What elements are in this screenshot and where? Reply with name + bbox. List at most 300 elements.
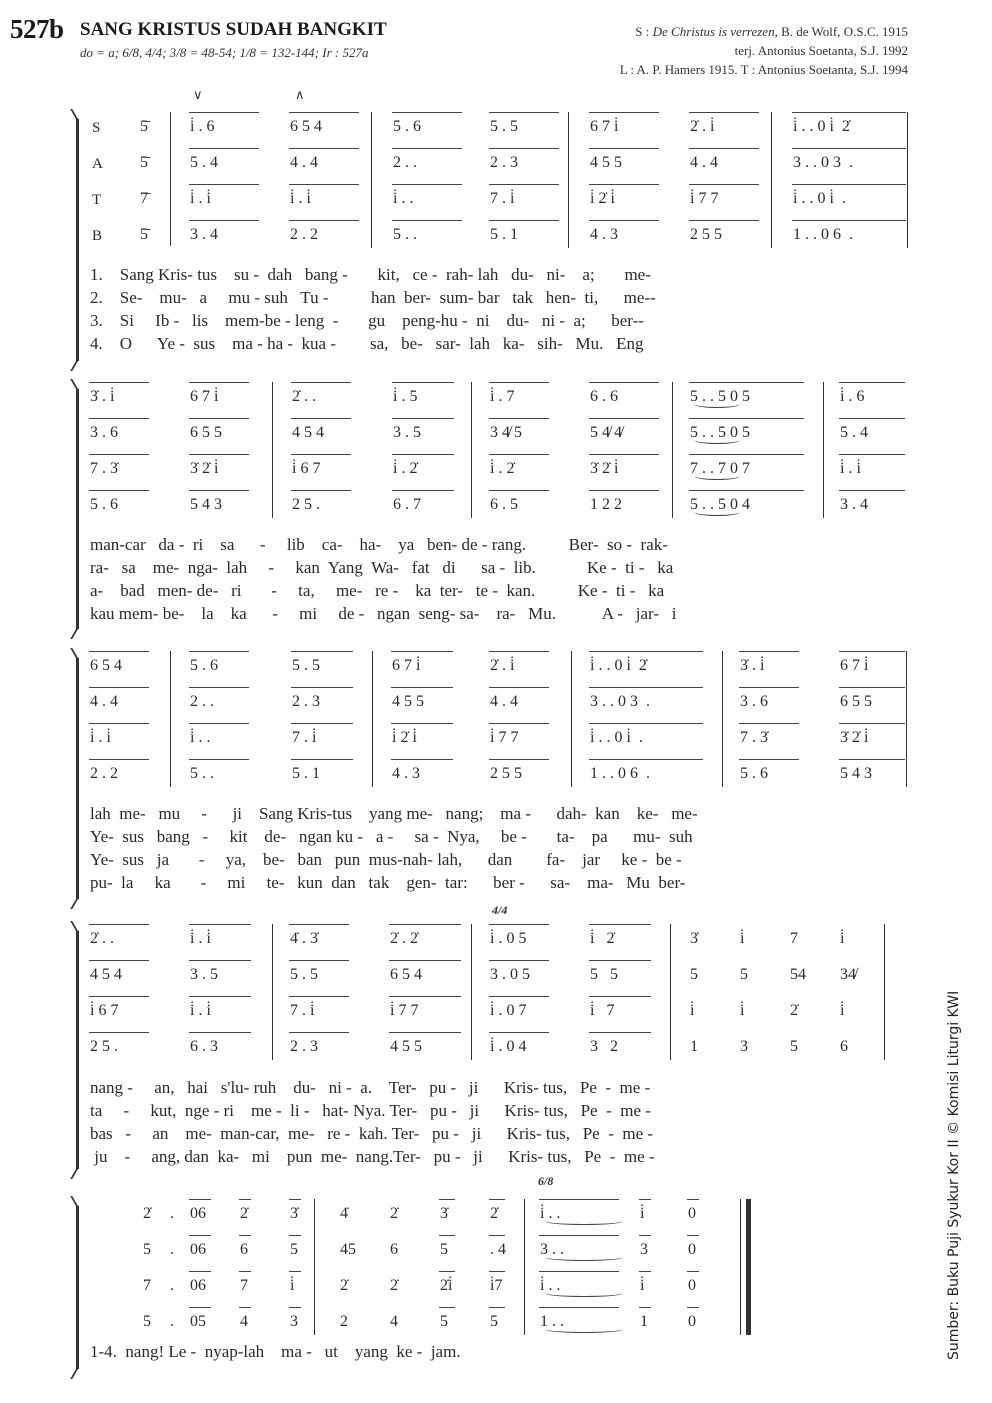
- beam-line: [391, 651, 453, 652]
- beam-line: [391, 687, 453, 688]
- note-group: 2̇: [143, 1205, 151, 1222]
- lyric-line-verse-4: ju - ang, dan ka- mi pun me- nang.Ter- pu - ji Kris- tus, Pe - me -: [90, 1147, 655, 1166]
- beam-line: [89, 687, 149, 688]
- beam-line: [839, 759, 905, 760]
- note-group: 06: [190, 1205, 206, 1222]
- note-group: 6 . 3: [190, 1038, 218, 1055]
- note-group: 2̇: [390, 1205, 398, 1222]
- beam-line: [289, 184, 359, 185]
- beam-line: [589, 723, 703, 724]
- beam-line: [291, 454, 351, 455]
- lyric-line-verse-1: 1. Sang Kris- tus su - dah bang - kit, ce - rah- lah du- ni- a; me-: [90, 265, 651, 284]
- note-group: 4 . 4: [490, 693, 518, 710]
- system-brace: [76, 388, 85, 629]
- beam-line: [589, 184, 659, 185]
- beam-line: [489, 382, 549, 383]
- beam-line: [489, 1235, 505, 1236]
- beam-line: [489, 960, 549, 961]
- beam-line: [89, 418, 149, 419]
- note-group: i̇ . 0 7: [490, 1002, 527, 1019]
- barline: [571, 651, 572, 787]
- note-group: i̇ 6 7: [90, 1002, 119, 1019]
- lyric-line-verse-2: 2. Se- mu- a mu - suh Tu - han ber- sum- bar tak hen- ti, me--: [90, 288, 656, 307]
- beam-line: [89, 1032, 149, 1033]
- note-group: 4 . 3: [392, 765, 420, 782]
- beam-line: [489, 418, 549, 419]
- beam-line: [792, 220, 906, 221]
- voice-label-t: T: [92, 192, 102, 208]
- note-group: 3 . 6: [90, 424, 118, 441]
- tie-slur: [694, 472, 740, 480]
- barline: [907, 112, 908, 248]
- note-group: i̇: [290, 1277, 295, 1294]
- beam-line: [392, 220, 462, 221]
- beam-line: [489, 924, 549, 925]
- note-group: 2 . 2: [90, 765, 118, 782]
- note-group: 7 . 3̇: [740, 729, 768, 746]
- barline: [272, 924, 273, 1060]
- note-group: i̇ . 2̇: [490, 460, 515, 477]
- note-group: 2̇ . i̇: [490, 657, 515, 674]
- note-group: i̇ . .: [190, 729, 211, 746]
- note-group: 6 5 4: [90, 657, 122, 674]
- note-group: i̇ . 0 4: [490, 1038, 527, 1055]
- note-group: 3: [740, 1038, 748, 1055]
- beam-line: [489, 1271, 505, 1272]
- note-group: 6: [240, 1241, 248, 1258]
- lyric-line-verse-3: bas - an me- man-car, me- re - kah. Ter- pu - ji Kris- tus, Pe - me -: [90, 1124, 654, 1143]
- barline: [170, 651, 171, 787]
- beam-line: [839, 651, 905, 652]
- note-group: 3 . . 0 3 .: [793, 154, 853, 171]
- barline: [823, 382, 824, 518]
- beam-line: [291, 651, 353, 652]
- tie-slur: [544, 1325, 624, 1333]
- tie-slur: [544, 1253, 624, 1261]
- beam-line: [792, 148, 906, 149]
- note-group: 5: [290, 1241, 298, 1258]
- beam-line: [289, 1199, 301, 1200]
- beam-line: [289, 960, 349, 961]
- beam-line: [291, 723, 353, 724]
- tie-slur: [544, 1289, 624, 1297]
- note-group: i̇ . .: [393, 190, 414, 207]
- note-group: 1 . .: [540, 1313, 564, 1330]
- note-group: 5 . . 5 0 4: [690, 496, 750, 513]
- beam-line: [389, 1032, 461, 1033]
- tempo-marking: do = a; 6/8, 4/4; 3/8 = 48-54; 1/8 = 132-144; Ir : 527a: [80, 45, 369, 60]
- note-group: 54: [790, 966, 806, 983]
- note-group: 6 . 6: [590, 388, 618, 405]
- lyric-line-verse-2: Ye- sus bang - kit de- ngan ku - a - sa - Nya, be - ta- pa mu- suh: [90, 827, 693, 846]
- beam-line: [589, 148, 659, 149]
- beam-line: [189, 723, 249, 724]
- note-group: 3̇: [690, 930, 698, 947]
- note-group: 2̇ . .: [292, 388, 316, 405]
- note-group: 6 . 5: [490, 496, 518, 513]
- tie-slur: [544, 1217, 624, 1225]
- beam-line: [439, 1271, 455, 1272]
- note-group: 6 5 4: [390, 966, 422, 983]
- voice-label-b: B: [92, 228, 103, 244]
- note-group: 2 5 5: [690, 226, 722, 243]
- beam-line: [589, 454, 659, 455]
- barline: [906, 651, 907, 787]
- beam-line: [189, 184, 259, 185]
- tie-slur: [694, 400, 740, 408]
- beam-line: [639, 1235, 651, 1236]
- barline: [471, 924, 472, 1060]
- note-group: i̇: [690, 1002, 695, 1019]
- note-group: i̇: [840, 930, 845, 947]
- note-group: 2̇ . .: [90, 930, 114, 947]
- beam-line: [389, 996, 461, 997]
- note-group: 2 5 5: [490, 765, 522, 782]
- lyric-line-verse-1: 1-4. nang! Le - nyap-lah ma - ut yang ke - jam.: [90, 1342, 461, 1361]
- note-group: 3 . 5: [393, 424, 421, 441]
- hymn-number: 527b: [10, 14, 64, 44]
- beam-line: [289, 1032, 349, 1033]
- voice-label-s: S: [92, 120, 101, 136]
- note-group: 0: [688, 1205, 696, 1222]
- barline: [170, 112, 171, 246]
- beam-line: [392, 148, 462, 149]
- note-group: 6 5 5: [840, 693, 872, 710]
- pickup-note: 5̄: [140, 226, 148, 243]
- note-group: 2 . 3: [290, 1038, 318, 1055]
- note-group: i̇ . i̇: [190, 930, 211, 947]
- note-group: 5: [490, 1313, 498, 1330]
- note-group: 0: [688, 1313, 696, 1330]
- note-group: 3 . 4: [840, 496, 868, 513]
- note-group: i̇ . .: [540, 1205, 561, 1222]
- note-group: 5 . 4: [190, 154, 218, 171]
- barline: [372, 651, 373, 787]
- beam-line: [689, 382, 804, 383]
- beam-line: [392, 454, 454, 455]
- beam-line: [89, 651, 149, 652]
- note-group: 3 . . 0 3 .: [590, 693, 650, 710]
- note-group: 4 . 3: [590, 226, 618, 243]
- beam-line: [189, 924, 251, 925]
- note-group: i̇ . 6: [840, 388, 865, 405]
- note-group: 4 . 4: [90, 693, 118, 710]
- beam-line: [289, 1307, 301, 1308]
- note-group: 2̇: [490, 1205, 498, 1222]
- lyric-line-verse-2: ra- sa me- nga- lah - kan Yang Wa- fat di sa - lib. Ke - ti - ka: [90, 558, 674, 577]
- beam-line: [687, 1271, 699, 1272]
- note-group: 3 . 6: [740, 693, 768, 710]
- credit-translation: terj. Antonius Soetanta, S.J. 1992: [734, 43, 908, 58]
- note-group: i̇ . i̇: [190, 1002, 211, 1019]
- beam-line: [589, 651, 703, 652]
- note-group: 5 . .: [190, 765, 214, 782]
- pickup-note: 5̄: [140, 154, 148, 171]
- beam-line: [89, 490, 149, 491]
- note-group: 1 . . 0 6 .: [793, 226, 853, 243]
- beam-line: [639, 1199, 651, 1200]
- beam-line: [589, 220, 659, 221]
- beam-line: [689, 454, 804, 455]
- note-group: 2̇: [240, 1205, 248, 1222]
- note-group: 2 . 3: [292, 693, 320, 710]
- beam-line: [489, 996, 549, 997]
- note-group: 3 2: [590, 1038, 618, 1055]
- beam-line: [189, 1235, 211, 1236]
- note-group: 1 2 2: [590, 496, 622, 513]
- note-group: i̇ . i̇: [190, 190, 211, 207]
- barline: [771, 112, 772, 248]
- beam-line: [839, 418, 905, 419]
- beam-line: [792, 112, 906, 113]
- note-group: 5: [440, 1313, 448, 1330]
- pickup-note: 7̄: [140, 190, 148, 207]
- note-group: 4 5 4: [292, 424, 324, 441]
- barline: [371, 112, 372, 248]
- beam-line: [639, 1271, 651, 1272]
- beam-line: [291, 759, 353, 760]
- beam-line: [89, 960, 149, 961]
- tie-slur: [694, 508, 740, 516]
- beam-line: [239, 1307, 251, 1308]
- note-group: .: [170, 1313, 174, 1330]
- note-group: 2̇: [340, 1277, 348, 1294]
- note-group: i̇ . . 0 i̇ 2̇: [590, 657, 647, 674]
- barline: [672, 382, 673, 518]
- beam-line: [392, 112, 462, 113]
- beam-line: [189, 1271, 211, 1272]
- note-group: .: [170, 1277, 174, 1294]
- beam-line: [489, 1307, 505, 1308]
- note-group: i̇ 6 7: [292, 460, 321, 477]
- note-group: 5: [740, 966, 748, 983]
- beam-line: [391, 723, 453, 724]
- note-group: 3 4̸ 5: [490, 424, 522, 441]
- lyric-line-verse-1: lah me- mu - ji Sang Kris-tus yang me- nang; ma - dah- kan ke- me-: [90, 804, 698, 823]
- beam-line: [689, 220, 759, 221]
- beam-line: [289, 112, 359, 113]
- beam-line: [389, 924, 461, 925]
- note-group: 4: [390, 1313, 398, 1330]
- note-group: 7 . . 7 0 7: [690, 460, 750, 477]
- beam-line: [239, 1271, 251, 1272]
- note-group: 5 . 6: [190, 657, 218, 674]
- beam-line: [539, 1199, 619, 1200]
- note-group: 3: [290, 1313, 298, 1330]
- note-group: i̇ . 7: [490, 388, 515, 405]
- beam-line: [489, 759, 549, 760]
- note-group: 5 5: [590, 966, 618, 983]
- note-group: i̇ . i̇: [90, 729, 111, 746]
- note-group: 5 . . 5 0 5: [690, 388, 750, 405]
- note-group: 2̇i̇: [440, 1277, 453, 1294]
- note-group: 7: [143, 1277, 151, 1294]
- note-group: 6: [390, 1241, 398, 1258]
- time-signature-change: 6/8: [538, 1174, 554, 1188]
- beam-line: [489, 112, 559, 113]
- beam-line: [689, 184, 759, 185]
- note-group: 5 4̸ 4̸: [590, 424, 622, 441]
- beam-line: [189, 148, 259, 149]
- beam-line: [489, 651, 549, 652]
- note-group: .: [170, 1241, 174, 1258]
- beam-line: [489, 490, 549, 491]
- beam-line: [489, 148, 559, 149]
- beam-line: [89, 454, 149, 455]
- accent-mark-down: ∨: [193, 88, 203, 103]
- beam-line: [289, 148, 359, 149]
- beam-line: [839, 490, 905, 491]
- note-group: 2̇: [390, 1277, 398, 1294]
- credit-author: B. de Wolf, O.S.C. 1915: [777, 24, 908, 39]
- note-group: 6 7 i̇: [840, 657, 869, 674]
- note-group: 34̸: [840, 966, 856, 983]
- note-group: 2̇ . i̇: [690, 118, 715, 135]
- pickup-note: 5̄: [140, 118, 148, 135]
- beam-line: [189, 1032, 251, 1033]
- beam-line: [489, 1199, 505, 1200]
- beam-line: [589, 1032, 651, 1033]
- note-group: i̇ . 0 5: [490, 930, 527, 947]
- note-group: i̇ 7 7: [390, 1002, 419, 1019]
- note-group: 3 . 5: [190, 966, 218, 983]
- note-group: .: [170, 1205, 174, 1222]
- beam-line: [739, 687, 799, 688]
- note-group: 0: [688, 1241, 696, 1258]
- note-group: 5 . .: [393, 226, 417, 243]
- note-group: 2̇: [790, 1002, 798, 1019]
- note-group: 4̇ . 3̇: [290, 930, 318, 947]
- note-group: i̇ . i̇: [840, 460, 861, 477]
- beam-line: [189, 454, 249, 455]
- note-group: i̇ . 6: [190, 118, 215, 135]
- note-group: 5 . 6: [740, 765, 768, 782]
- note-group: i̇ 2̇: [590, 930, 615, 947]
- beam-line: [289, 996, 349, 997]
- note-group: 5 . 1: [292, 765, 320, 782]
- beam-line: [739, 759, 799, 760]
- note-group: 3̇: [290, 1205, 298, 1222]
- note-group: i̇ 7 7: [690, 190, 719, 207]
- note-group: i̇: [740, 930, 745, 947]
- beam-line: [89, 759, 149, 760]
- note-group: i̇7: [490, 1277, 503, 1294]
- source-attribution: Sumber: Buku Puji Syukur Kor II © Komisi Liturgi KWI: [946, 990, 962, 1360]
- beam-line: [489, 220, 559, 221]
- beam-line: [639, 1307, 651, 1308]
- beam-line: [687, 1235, 699, 1236]
- beam-line: [291, 687, 353, 688]
- beam-line: [289, 1235, 301, 1236]
- beam-line: [839, 687, 905, 688]
- beam-line: [489, 1032, 549, 1033]
- lyric-line-verse-2: ta - kut, nge - ri me - li - hat- Nya. Ter- pu - ji Kris- tus, Pe - me -: [90, 1101, 651, 1120]
- note-group: i̇: [840, 1002, 845, 1019]
- barline: [568, 112, 569, 248]
- note-group: i̇ . 2̇: [393, 460, 418, 477]
- note-group: 5 . 5: [490, 118, 518, 135]
- beam-line: [589, 996, 651, 997]
- beam-line: [539, 1307, 619, 1308]
- beam-line: [839, 382, 905, 383]
- note-group: 4 5 4: [90, 966, 122, 983]
- note-group: i̇ 7 7: [490, 729, 519, 746]
- note-group: 7 . 3̇: [90, 460, 118, 477]
- note-group: 1: [690, 1038, 698, 1055]
- beam-line: [392, 382, 454, 383]
- time-signature-change: 4/4: [492, 903, 508, 917]
- lyric-line-verse-4: kau mem- be- la ka - mi de - ngan seng- sa- ra- Mu. A - jar- i: [90, 604, 677, 623]
- beam-line: [439, 1307, 455, 1308]
- accent-mark-up: ∧: [295, 88, 305, 103]
- lyric-line-verse-4: pu- la ka - mi te- kun dan tak gen- tar: ber - sa- ma- Mu ber-: [90, 873, 686, 892]
- beam-line: [189, 759, 249, 760]
- note-group: 5: [143, 1313, 151, 1330]
- note-group: i̇ . . 0 i̇ 2̇: [793, 118, 850, 135]
- note-group: 4̇: [340, 1205, 348, 1222]
- barline: [314, 1199, 315, 1335]
- note-group: 3 . 4: [190, 226, 218, 243]
- beam-line: [239, 1235, 251, 1236]
- beam-line: [189, 418, 249, 419]
- credit-prefix: S :: [635, 24, 653, 39]
- beam-line: [291, 490, 351, 491]
- beam-line: [589, 960, 651, 961]
- beam-line: [89, 924, 149, 925]
- note-group: 5: [440, 1241, 448, 1258]
- beam-line: [89, 382, 149, 383]
- note-group: 3̇ 2̇ i̇: [190, 460, 219, 477]
- note-group: . 4: [490, 1241, 506, 1258]
- beam-line: [391, 759, 453, 760]
- beam-line: [589, 112, 659, 113]
- barline: [670, 924, 671, 1060]
- lyric-line-verse-3: 3. Si Ib - lis mem-be - leng - gu peng-hu - ni du- ni - a; ber--: [90, 311, 644, 330]
- beam-line: [489, 687, 549, 688]
- beam-line: [539, 1271, 619, 1272]
- beam-line: [489, 184, 559, 185]
- note-group: 2 . .: [393, 154, 417, 171]
- beam-line: [439, 1199, 455, 1200]
- beam-line: [689, 112, 759, 113]
- note-group: 2 . 3: [490, 154, 518, 171]
- beam-line: [89, 996, 149, 997]
- note-group: 1: [640, 1313, 648, 1330]
- note-group: i̇: [640, 1277, 645, 1294]
- note-group: 7 . i̇: [290, 1002, 315, 1019]
- note-group: 6 7 i̇: [190, 388, 219, 405]
- beam-line: [689, 148, 759, 149]
- note-group: 2 5 .: [292, 496, 320, 513]
- note-group: 6 7 i̇: [590, 118, 619, 135]
- barline: [471, 382, 472, 518]
- beam-line: [589, 418, 659, 419]
- beam-line: [291, 418, 351, 419]
- note-group: 4 5 5: [590, 154, 622, 171]
- note-group: 3̇ 2̇ i̇: [840, 729, 869, 746]
- beam-line: [589, 924, 651, 925]
- beam-line: [189, 687, 249, 688]
- note-group: 3̇ . i̇: [90, 388, 115, 405]
- note-group: i̇ . . 0 i̇ .: [590, 729, 643, 746]
- note-group: i̇ . 5: [393, 388, 418, 405]
- final-barline-thick: [746, 1199, 751, 1335]
- lyric-line-verse-4: 4. O Ye - sus ma - ha - kua - sa, be- sar- lah ka- sih- Mu. Eng: [90, 334, 644, 353]
- note-group: 5: [143, 1241, 151, 1258]
- system-brace: [76, 657, 85, 899]
- note-group: 6 5 5: [190, 424, 222, 441]
- note-group: 6: [840, 1038, 848, 1055]
